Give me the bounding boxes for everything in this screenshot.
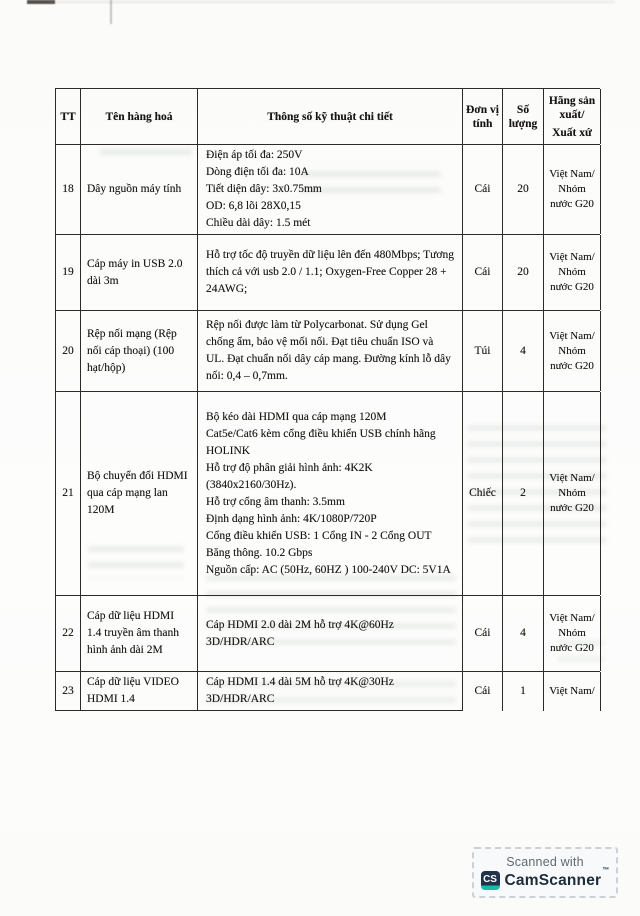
header-origin-line1: Hãng sản xuất/ [548, 94, 596, 121]
spec-line: Cat5e/Cat6 kèm cổng điều khiển USB chính hãng HOLINK [206, 427, 436, 457]
item-specs-cell [198, 672, 463, 711]
item-name-cell: Cáp dữ liệu HDMI 1.4 truyền âm thanh hình ảnh dài 2M [81, 596, 198, 671]
unit-cell: Cái [463, 235, 503, 310]
spec-line: Điện áp tối đa: 250V [206, 149, 303, 161]
item-name-cell: Cáp máy in USB 2.0 dài 3m [81, 235, 198, 310]
table-body [55, 145, 600, 711]
header-cell-specs: Thông số kỹ thuật chi tiết [198, 89, 463, 144]
scan-artifact-vertical-line [110, 0, 112, 24]
spec-line: OD: 6,8 lõi 28X0,15 [206, 200, 301, 212]
origin-cell: Việt Nam/ Nhóm nước G20 [544, 235, 601, 310]
row-number-cell: 19 [56, 235, 81, 310]
quantity-cell: 20 [503, 145, 544, 234]
spec-line: Chiều dài dây: 1.5 mét [206, 217, 311, 229]
unit-cell: Cái [463, 145, 503, 234]
item-name-cell: Rệp nối mạng (Rệp nối cáp thoại) (100 hạt/hộp) [81, 311, 198, 391]
spec-line: Hỗ trợ tốc độ truyền dữ liệu lên đến 480Mbps; Tương thích cả với usb 2.0 / 1.1; Oxygen-Free Copper 28 + 24AWG; [206, 249, 454, 295]
origin-cell: Việt Nam/ Nhóm nước G20 [544, 311, 601, 391]
item-specs-cell [198, 596, 463, 671]
spec-line: Hỗ trợ cổng âm thanh: 3.5mm [206, 495, 345, 508]
origin-cell: Việt Nam/ Nhóm nước G20 [544, 596, 601, 671]
unit-cell: Cái [463, 672, 503, 711]
table-row [55, 392, 600, 596]
spec-line: Dòng điện tối đa: 10A [206, 166, 309, 178]
spec-line: Bộ kéo dài HDMI qua cáp mạng 120M [206, 410, 387, 423]
table-row [55, 311, 600, 392]
quantity-cell: 4 [503, 311, 544, 391]
header-origin-line2: Xuất xứ [552, 126, 592, 139]
origin-cell: Việt Nam/ [544, 672, 601, 711]
row-number-cell: 21 [56, 392, 81, 595]
table-header-row [55, 88, 600, 145]
item-name-cell: Cáp dữ liệu VIDEO HDMI 1.4 [81, 672, 198, 711]
camscanner-brand-label: CamScanner™ [504, 866, 610, 889]
origin-cell: Việt Nam/ Nhóm nước G20 [544, 392, 601, 595]
spec-line: Cáp HDMI 2.0 dài 2M hỗ trợ 4K@60Hz 3D/HDR/ARC [206, 618, 394, 648]
quantity-cell: 4 [503, 596, 544, 671]
quantity-cell: 20 [503, 235, 544, 310]
row-number-cell: 18 [56, 145, 81, 234]
camscanner-brand-row [481, 866, 610, 890]
table-row [55, 235, 600, 311]
spec-line: Nguồn cấp: AC (50Hz, 60HZ ) 100-240V DC: 5V1A [206, 563, 451, 576]
spec-line: Rệp nối được làm từ Polycarbonat. Sử dụng Gel chống ẩm, bảo vệ mối nối. Đạt tiêu chuẩn ISO và UL. Đạt chuẩn nối dây cáp mang. Đường kính lỗ dây nối: 0,4 – 0,7mm. [206, 319, 451, 382]
unit-cell: Cái [463, 596, 503, 671]
row-number-cell: 22 [56, 596, 81, 671]
scan-artifact-smudge [50, 1, 615, 3]
scan-artifact-dark-bar [27, 0, 55, 4]
camscanner-badge [472, 847, 618, 898]
row-number-cell: 23 [56, 672, 81, 711]
item-specs-cell [198, 392, 463, 595]
spec-line: Tiết diện dây: 3x0.75mm [206, 183, 322, 195]
origin-cell: Việt Nam/ Nhóm nước G20 [544, 145, 601, 234]
header-cell-origin [544, 89, 601, 144]
spec-line: Hỗ trợ độ phân giải hình ảnh: 4K2K (3840x2160/30Hz). [206, 461, 373, 491]
camscanner-icon: CS [481, 871, 500, 890]
table-row [55, 145, 600, 235]
item-name-cell: Bộ chuyển đổi HDMI qua cáp mạng lan 120M [81, 392, 198, 595]
item-name-cell: Dây nguồn máy tính [81, 145, 198, 234]
spec-table [55, 88, 600, 711]
table-row [55, 672, 600, 711]
row-number-cell: 20 [56, 311, 81, 391]
header-cell-name: Tên hàng hoá [81, 89, 198, 144]
unit-cell: Chiếc [463, 392, 503, 595]
scanned-with-label: Scanned with [506, 855, 584, 869]
unit-cell: Túi [463, 311, 503, 391]
item-specs-cell [198, 311, 463, 391]
header-cell-tt: TT [56, 89, 81, 144]
item-specs-cell [198, 235, 463, 310]
header-cell-unit: Đơn vị tính [463, 89, 503, 144]
trademark-symbol: ™ [602, 866, 610, 874]
spec-line: Cáp HDMI 1.4 dài 5M hỗ trợ 4K@30Hz 3D/HDR/ARC [206, 676, 394, 705]
item-specs-cell [198, 145, 463, 234]
spec-line: Định dạng hình ảnh: 4K/1080P/720P [206, 512, 377, 525]
quantity-cell: 2 [503, 392, 544, 595]
table-row [55, 596, 600, 672]
spec-line: Cổng điều khiển USB: 1 Cổng IN - 2 Cổng OUT [206, 529, 432, 542]
header-cell-qty: Số lượng [503, 89, 544, 144]
spec-line: Băng thông. 10.2 Gbps [206, 546, 313, 559]
quantity-cell: 1 [503, 672, 544, 711]
